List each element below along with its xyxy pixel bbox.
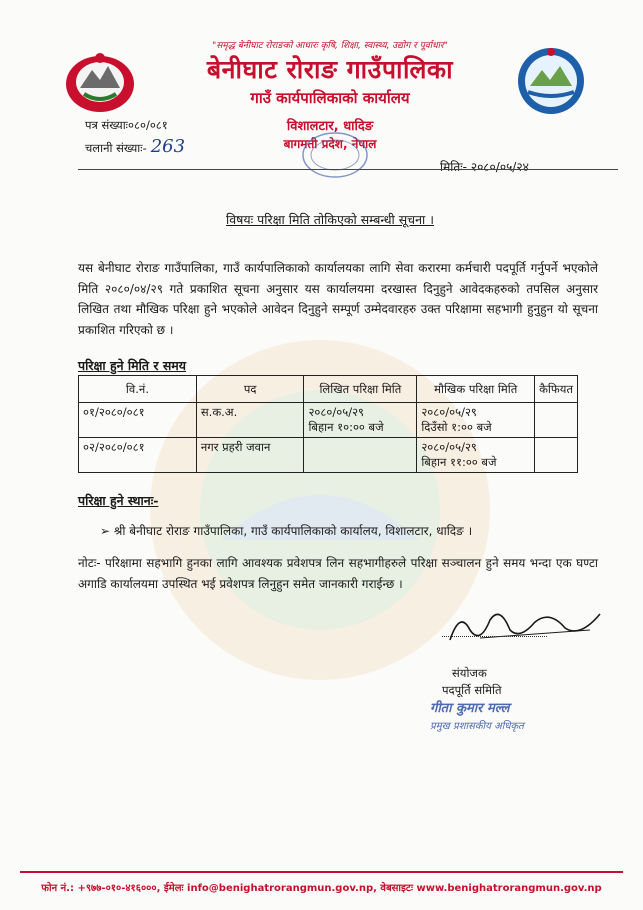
signature-icon	[440, 600, 610, 650]
signature-line	[442, 636, 547, 637]
header-divider	[78, 169, 618, 170]
venue-text: श्री बेनीघाट रोराङ गाउँपालिका, गाउँ कार्यपालिकाको कार्यालय, विशालटार, धादिङ ।	[113, 524, 473, 538]
dispatch-number-label: चलानी संख्याः-	[85, 141, 147, 155]
letter-number	[85, 118, 168, 133]
date-label: मितिः-	[440, 160, 467, 174]
oral-date: २०८०/०५/२९	[421, 405, 477, 419]
official-name-stamp	[430, 700, 524, 736]
dispatch-number	[85, 136, 185, 157]
note-paragraph: नोटः- परिक्षामा सहभागि हुनका लागि आवश्यक प्रवेशपत्र लिन सहभागीहरुले परिक्षा सञ्चालन हुने समय भन्दा एक घण्टा अगाडि कार्यालयमा उपस्थित भई प्रवेशपत्र लिनुहुन समेत जानकारी गराईन्छ ।	[78, 556, 598, 591]
cell-oral	[417, 403, 535, 438]
exam-schedule-heading: परिक्षा हुने मिति र समय	[78, 358, 186, 373]
website-label: वेबसाइटः	[380, 883, 413, 894]
municipality-logo-icon	[516, 46, 586, 116]
exam-schedule-table	[78, 375, 578, 473]
venue-line	[100, 522, 472, 539]
address-line-1: विशालटार, धादिङ	[286, 119, 374, 134]
written-date: २०८०/०५/२९	[308, 405, 365, 419]
office-stamp-icon	[300, 130, 370, 180]
cell-written	[304, 403, 417, 438]
col-header-post: पद	[196, 376, 304, 403]
col-header-oral: मौखिक परिक्षा मिति	[417, 376, 535, 403]
bullet-arrow-icon: ➢	[100, 524, 111, 538]
cell-remarks	[535, 438, 578, 473]
letter-number-value: ०८०/०८१	[128, 118, 168, 132]
phone-value: +९७७-०१०-४१६०००	[77, 883, 157, 894]
date-value: २०८०/०५/२४	[470, 160, 529, 174]
office-name: गाउँ कार्यपालिकाको कार्यालय	[250, 89, 410, 107]
cell-serial: ०२/२०८०/०८१	[79, 438, 197, 473]
stamp-name: गीता कुमार मल्ल	[430, 701, 510, 716]
subject-line: विषयः परिक्षा मिति तोकिएको सम्बन्धी सूचना ।	[225, 212, 435, 227]
letter-number-label: पत्र संख्याः	[85, 118, 129, 132]
oral-time: बिहान ११:०० बजे	[421, 455, 497, 469]
cell-written	[304, 438, 417, 473]
dispatch-number-value: 263	[150, 136, 186, 157]
cell-post: स.क.अ.	[196, 403, 304, 438]
venue-heading: परिक्षा हुने स्थानः-	[78, 493, 159, 508]
body-paragraph: यस बेनीघाट रोराङ गाउँपालिका, गाउँ कार्यपालिकाको कार्यालयका लागि सेवा करारमा कर्मचारी पदपूर्ति गर्नुपर्ने भएकोले मिति २०८०/०४/२९ गते प्रकाशित सूचना अनुसार यस कार्यालयमा दरखास्त दिनुहुने आवेदकहरुको तपसिल अनुसार लिखित तथा मौखिक परिक्षा हुने भएकोले आवेदन दिनुहुने सम्पूर्ण उम्मेदवारहरु उक्त परिक्षामा सहभागी हुनुहुन यो सूचना प्रकाशित गरिएको छ ।	[78, 261, 598, 337]
address-line-2: बागमती प्रदेश, नेपाल	[283, 137, 377, 151]
col-header-serial: वि.नं.	[79, 376, 197, 403]
cell-remarks	[535, 403, 578, 438]
cell-serial: ०१/२०८०/०८१	[79, 403, 197, 438]
footer-divider	[20, 871, 623, 873]
table-row	[79, 438, 578, 473]
written-time: बिहान १०:०० बजे	[308, 420, 384, 434]
signatory-role: संयोजक	[452, 666, 487, 680]
table-header-row	[79, 376, 578, 403]
cell-oral	[417, 438, 535, 473]
email-label: ईमेलः	[163, 883, 184, 894]
footer-contact: फोन नं.: +९७७-०१०-४१६०००, ईमेलः info@benighatrorangmun.gov.np, वेबसाइटः www.benighatrorangmun.gov.np	[41, 883, 602, 894]
table-row	[79, 403, 578, 438]
col-header-written: लिखित परिक्षा मिति	[304, 376, 417, 403]
letterhead-motto: "समृद्ध बेनीघाट रोराङको आधारः कृषि, शिक्षा, स्वास्थ्य, उद्योग र पूर्वाधार"	[212, 41, 448, 51]
phone-label: फोन नं.:	[41, 883, 74, 894]
nepal-emblem-icon	[62, 48, 138, 116]
stamp-title: प्रमुख प्रशासकीय अधिकृत	[430, 721, 524, 732]
cell-post: नगर प्रहरी जवान	[196, 438, 304, 473]
email-link[interactable]: info@benighatrorangmun.gov.np	[187, 883, 374, 894]
oral-date: २०८०/०५/२९	[421, 440, 477, 454]
col-header-remarks: कैफियत	[535, 376, 578, 403]
committee-name: पदपूर्ति समिति	[442, 683, 502, 697]
letter-date	[440, 158, 529, 175]
municipality-name: बेनीघाट रोराङ गाउँपालिका	[206, 55, 454, 84]
oral-time: दिउँसो १:०० बजे	[421, 420, 492, 434]
website-link[interactable]: www.benighatrorangmun.gov.np	[416, 883, 602, 894]
